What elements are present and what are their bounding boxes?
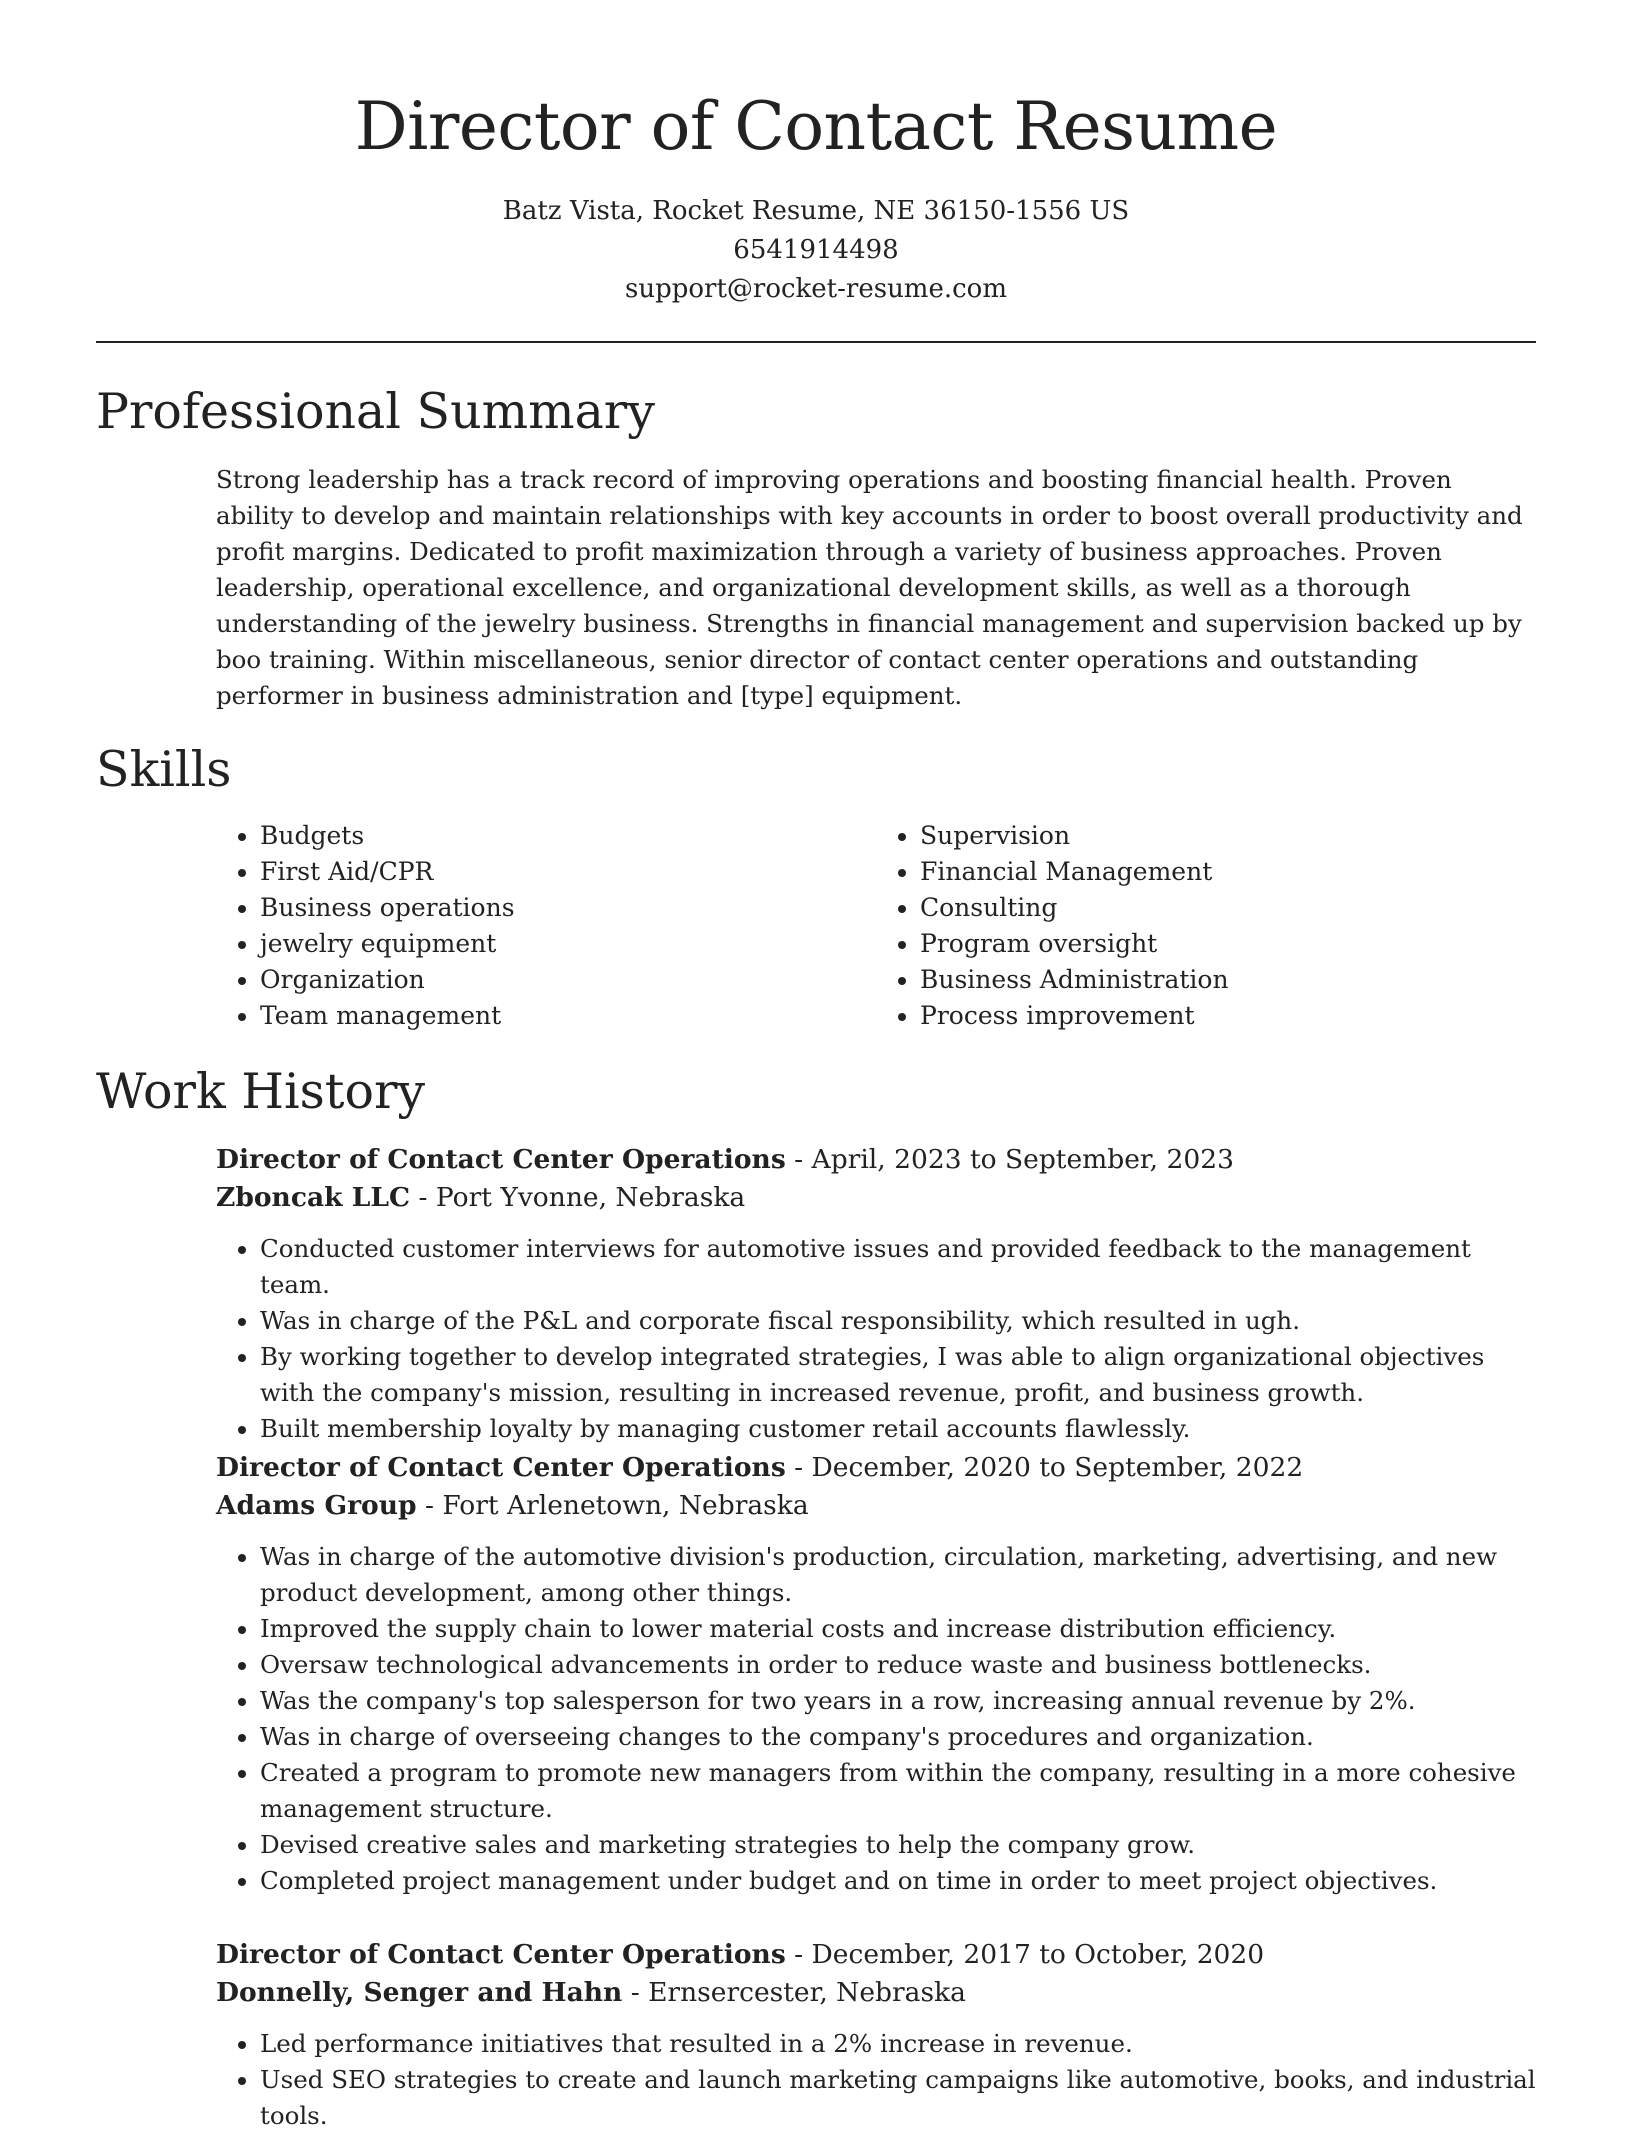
- job-bullet: • Was in charge of the automotive division's production, circulation, marketing, advertising, and new product development, among other things.: [260, 1539, 1536, 1611]
- contact-email: support@rocket-resume.com: [624, 274, 1007, 304]
- job-bullet: • Improved the supply chain to lower material costs and increase distribution efficiency.: [260, 1611, 1536, 1647]
- job-title: Director of Contact Center Operations: [216, 1939, 786, 1970]
- job-dates: - December, 2017 to October, 2020: [785, 1939, 1265, 1970]
- job-bullet: • Built membership loyalty by managing customer retail accounts flawlessly.: [260, 1411, 1536, 1447]
- skills-list: [216, 818, 1536, 1034]
- job-bullet: • Completed project management under budget and on time in order to meet project objectives.: [260, 1863, 1536, 1899]
- job-bullet: • Was in charge of the P&L and corporate fiscal responsibility, which resulted in ugh.: [260, 1303, 1536, 1339]
- skill-item: • Business operations: [260, 890, 876, 926]
- job-bullet: • Oversaw technological advancements in order to reduce waste and business bottlenecks.: [260, 1647, 1536, 1683]
- job-title-line: [216, 1141, 1536, 1179]
- job-dates: - December, 2020 to September, 2022: [785, 1452, 1304, 1483]
- job-company-line: [216, 1974, 1536, 2012]
- job-entry: [216, 1936, 1536, 2134]
- summary-heading: Professional Summary: [96, 383, 655, 440]
- skill-item: • Supervision: [920, 818, 1536, 854]
- job-bullet: • Conducted customer interviews for automotive issues and provided feedback to the management team.: [260, 1231, 1536, 1303]
- skill-item: • jewelry equipment: [260, 926, 876, 962]
- contact-info: [0, 192, 1632, 309]
- job-title: Director of Contact Center Operations: [216, 1144, 786, 1175]
- job-entry: [216, 1141, 1536, 1447]
- summary-text: Strong leadership has a track record of improving operations and boosting financial health. Proven ability to develop and maintain relationships with key accounts in order to boost overall productivity and profit margins. Dedicated to profit maximization through a variety of business approaches. Proven leadership, operational excellence, and organizational development skills, as well as a thorough understanding of the jewelry business. Strengths in financial management and supervision backed up by boo training. Within miscellaneous, senior director of contact center operations and outstanding performer in business administration and [type] equipment.: [216, 465, 1523, 710]
- job-location: - Fort Arlenetown, Nebraska: [416, 1490, 809, 1521]
- job-title: Director of Contact Center Operations: [216, 1452, 786, 1483]
- job-bullet: • Led performance initiatives that resulted in a 2% increase in revenue.: [260, 2026, 1536, 2062]
- job-bullet: • Was the company's top salesperson for two years in a row, increasing annual revenue by 2%.: [260, 1683, 1536, 1719]
- contact-phone: 6541914498: [733, 235, 899, 265]
- skill-item: • Program oversight: [920, 926, 1536, 962]
- header-divider: [96, 341, 1536, 343]
- job-entry: [216, 1449, 1536, 1899]
- skills-heading: Skills: [96, 741, 232, 798]
- skill-item: • Budgets: [260, 818, 876, 854]
- job-bullets: [216, 2026, 1536, 2134]
- work-history-heading: Work History: [96, 1063, 426, 1120]
- job-company-line: [216, 1179, 1536, 1217]
- skill-item: • First Aid/CPR: [260, 854, 876, 890]
- job-title-line: [216, 1936, 1536, 1974]
- job-dates: - April, 2023 to September, 2023: [785, 1144, 1234, 1175]
- job-bullet: • Created a program to promote new managers from within the company, resulting in a more cohesive management structure.: [260, 1755, 1536, 1827]
- resume-header: [0, 0, 1632, 309]
- skill-item: • Consulting: [920, 890, 1536, 926]
- skills-column-right: [876, 818, 1536, 1034]
- skills-column-left: [216, 818, 876, 1034]
- skill-item: • Organization: [260, 962, 876, 998]
- skill-item: • Financial Management: [920, 854, 1536, 890]
- skill-item: • Team management: [260, 998, 876, 1034]
- job-company: Adams Group: [216, 1490, 417, 1521]
- job-bullets: [216, 1231, 1536, 1447]
- resume-title: Director of Contact Resume: [354, 88, 1278, 165]
- job-bullet: • By working together to develop integrated strategies, I was able to align organizational objectives with the company's mission, resulting in increased revenue, profit, and business growth.: [260, 1339, 1536, 1411]
- job-bullet: • Was in charge of overseeing changes to the company's procedures and organization.: [260, 1719, 1536, 1755]
- skill-item: • Business Administration: [920, 962, 1536, 998]
- job-title-line: [216, 1449, 1536, 1487]
- job-location: - Port Yvonne, Nebraska: [410, 1182, 746, 1213]
- job-bullet: • Used SEO strategies to create and launch marketing campaigns like automotive, books, and industrial tools.: [260, 2062, 1536, 2134]
- job-company: Donnelly, Senger and Hahn: [216, 1977, 623, 2008]
- job-company: Zboncak LLC: [216, 1182, 411, 1213]
- job-location: - Ernsercester, Nebraska: [622, 1977, 966, 2008]
- job-company-line: [216, 1487, 1536, 1525]
- job-bullets: [216, 1539, 1536, 1899]
- skill-item: • Process improvement: [920, 998, 1536, 1034]
- contact-address: Batz Vista, Rocket Resume, NE 36150-1556 US: [502, 196, 1130, 226]
- job-bullet: • Devised creative sales and marketing strategies to help the company grow.: [260, 1827, 1536, 1863]
